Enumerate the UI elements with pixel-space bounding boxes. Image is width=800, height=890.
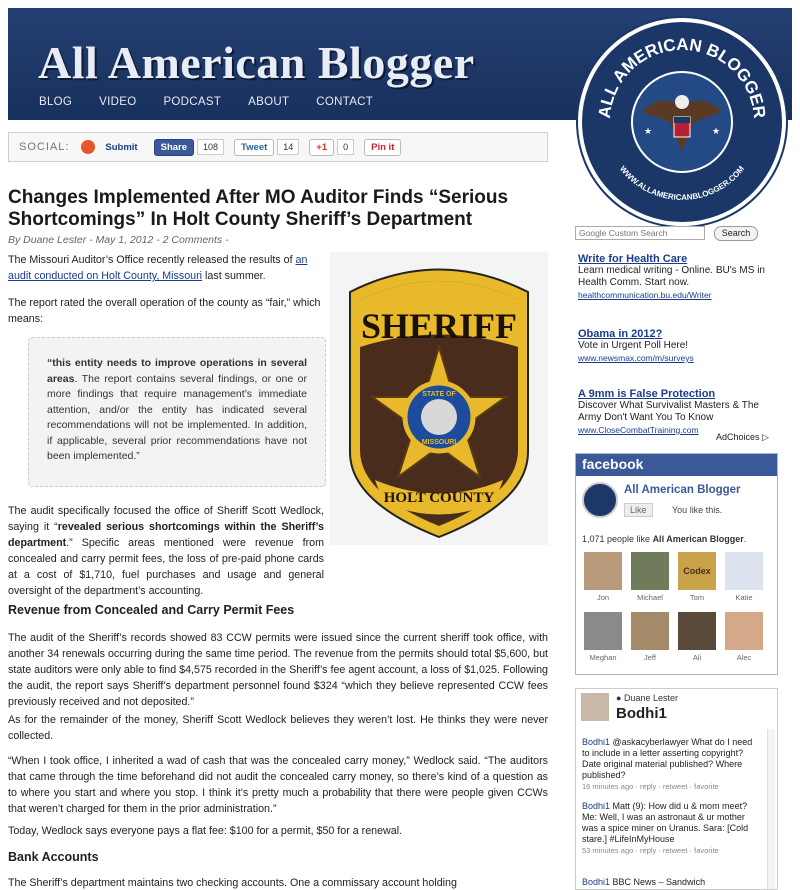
audit-link[interactable]: an audit conducted on Holt County, Missouri: [8, 254, 308, 282]
seal-graphic: [582, 22, 782, 222]
fb-face[interactable]: Ali: [678, 612, 716, 662]
stumbleupon-submit-button[interactable]: Submit: [81, 140, 143, 155]
paragraph-1: The Missouri Auditor’s Office recently released the results of an audit conducted on Holt County, Missouri last summer.: [8, 254, 308, 282]
fb-face[interactable]: Michael: [631, 552, 669, 602]
svg-text:★: ★: [644, 126, 653, 136]
ad-1[interactable]: Write for Health Care Learn medical writing - Online. BU's MS in Health Comm. Start now. healthcommunication.bu.edu/Writer: [578, 253, 765, 300]
paragraph-2: The report rated the overall operation of the county as “fair,” which means:: [8, 297, 321, 325]
stumbleupon-icon: [81, 140, 95, 154]
page-avatar[interactable]: [582, 482, 618, 518]
paragraph-6: “When I took office, I inherited a wad of cash that was the concealed carry money,” Wedlock said. “The auditors that came through the time beforehand did not audit the concealed carry money, so there’s kind of a question as to where you start and where you stop. I think it’s pretty much a probability that there were people given CCWs that weren’t charged for them in the prior administration.”: [8, 755, 548, 815]
nav-about[interactable]: ABOUT: [248, 96, 290, 108]
share-count: 108: [197, 139, 224, 155]
paragraph-5: As for the remainder of the money, Sheriff Scott Wedlock believes they weren’t lost. He thinks they were never collected.: [8, 714, 548, 742]
paragraph-8: The Sheriff’s department maintains two checking accounts. One a commissary account holding: [8, 877, 457, 889]
paragraph-4: The audit of the Sheriff’s records showed 83 CCW permits were issued since the current sheriff took office, with another 34 renewals occurring during the same time period. The revenue from the permits should total $5,600, but state auditors were only able to find $4,575 recorded in the Sheriff’s fee agent account, a loss of $1,025. Following the audit, the report says Sheriff’s department personnel found $324 “which they believe represented CCW fees previously received and not deposited.”: [8, 632, 548, 708]
fb-like-count: 1,071 people like All American Blogger.: [582, 534, 747, 544]
fb-face[interactable]: Alec: [725, 612, 763, 662]
twitter-widget: [575, 688, 778, 890]
search-button[interactable]: Search: [714, 226, 758, 241]
google-plus-button[interactable]: +1 0: [309, 139, 354, 156]
social-bar: [8, 132, 548, 162]
tweet-meta[interactable]: 16 minutes ago · reply · retweet · favorite: [582, 782, 719, 791]
fb-you-like: You like this.: [672, 505, 723, 515]
fb-face[interactable]: Jeff: [631, 612, 669, 662]
sheriff-patch-image: [330, 252, 548, 545]
patch-ring-bottom: MISSOURI: [421, 439, 457, 446]
tweet-item: Bodhi1 BBC News – Sandwich: [582, 877, 706, 887]
paragraph-7: Today, Wedlock says everyone pays a flat fee: $100 for a permit, $50 for a renewal.: [8, 825, 403, 837]
paragraph-3: The audit specifically focused the office of Sheriff Scott Wedlock, saying it “revealed serious shortcomings within the Sheriff’s department.” Specific areas mentioned were revenue from concealed and carry permit fees, the loss of pre-paid phone cards at a cost of $1,710, fuel purchases and usage and general oversight of the department’s accounting.: [8, 505, 324, 597]
ad-2[interactable]: Obama in 2012? Vote in Urgent Poll Here! www.newsmax.com/m/surveys: [578, 328, 694, 363]
twitter-scrollbar[interactable]: [767, 729, 775, 889]
twitter-name: ● Duane Lester: [616, 693, 678, 703]
seal-title-text: ALL AMERICAN BLOGGER: [594, 34, 770, 120]
tweet-button[interactable]: Tweet 14: [234, 139, 299, 156]
ad-3[interactable]: A 9mm is False Protection Discover What Survivalist Masters & The Army Don't Want You To Know www.CloseCombatTraining.com: [578, 388, 759, 435]
twitter-avatar[interactable]: [581, 693, 609, 721]
fb-face[interactable]: Katie: [725, 552, 763, 602]
fb-like-button[interactable]: Like: [624, 503, 653, 517]
patch-ring-top: STATE OF: [422, 391, 456, 398]
nav-podcast[interactable]: PODCAST: [163, 96, 222, 108]
heading-revenue: Revenue from Concealed and Carry Permit Fees: [8, 603, 295, 617]
fb-page-name[interactable]: All American Blogger: [624, 484, 741, 496]
facebook-share-button[interactable]: Share 108: [154, 139, 224, 156]
fb-face-codex: Codex: [678, 552, 716, 590]
facebook-like-box: [575, 453, 778, 675]
fb-face[interactable]: Jon: [584, 552, 622, 602]
article-headline[interactable]: Changes Implemented After MO Auditor Finds “Serious Shortcomings” In Holt County Sheriff’s Department: [8, 187, 509, 230]
tweet-meta[interactable]: 53 minutes ago · reply · retweet · favorite: [582, 846, 719, 855]
twitter-handle[interactable]: Bodhi1: [616, 705, 667, 722]
blockquote: “this entity needs to improve operations in several areas. The report contains several findings, or one or more findings that require management’s immediate attention, and/or the entity has indicated several recommendations will not be implemented. In addition, if applicable, several prior recommendations have not been implemented.”: [28, 337, 326, 487]
site-title[interactable]: All American Blogger: [38, 37, 475, 88]
heading-bank-accounts: Bank Accounts: [8, 850, 99, 864]
seal-url-text: WWW.ALLAMERICANBLOGGER.COM: [617, 164, 747, 203]
fb-face[interactable]: Codex Tom: [678, 552, 716, 602]
nav-video[interactable]: VIDEO: [99, 96, 137, 108]
social-label: SOCIAL:: [19, 141, 70, 153]
adchoices-link[interactable]: AdChoices ▷: [716, 432, 769, 442]
nav-blog[interactable]: BLOG: [39, 96, 73, 108]
fb-face[interactable]: Meghan: [584, 612, 622, 662]
site-seal-logo[interactable]: [578, 18, 786, 226]
nav-contact[interactable]: CONTACT: [316, 96, 374, 108]
search-input[interactable]: [575, 226, 705, 240]
tweet-item: Bodhi1 @askacyberlawyer What do I need to include in a letter asserting copyright? Date original material published? Where published? 16 minutes ago · reply · retweet · favorite: [582, 737, 762, 792]
article-byline: By Duane Lester - May 1, 2012 - 2 Comments -: [8, 234, 229, 246]
main-nav: [39, 96, 400, 108]
pinit-button[interactable]: Pin it: [364, 139, 401, 156]
plus-count: 0: [337, 139, 354, 155]
facebook-header: facebook: [576, 454, 777, 476]
svg-text:★: ★: [712, 126, 721, 136]
patch-county-text: HOLT COUNTY: [383, 490, 495, 506]
tweet-count: 14: [277, 139, 299, 155]
patch-sheriff-text: SHERIFF: [360, 306, 518, 346]
tweet-item: Bodhi1 Matt (9): How did u & mom meet? Me: Well, I was an astronaut & ur mother was a spice miner on Uranus. Sara: [Cold stare.] #LifeInMyHouse 53 minutes ago · reply · retweet · favorite: [582, 801, 762, 856]
